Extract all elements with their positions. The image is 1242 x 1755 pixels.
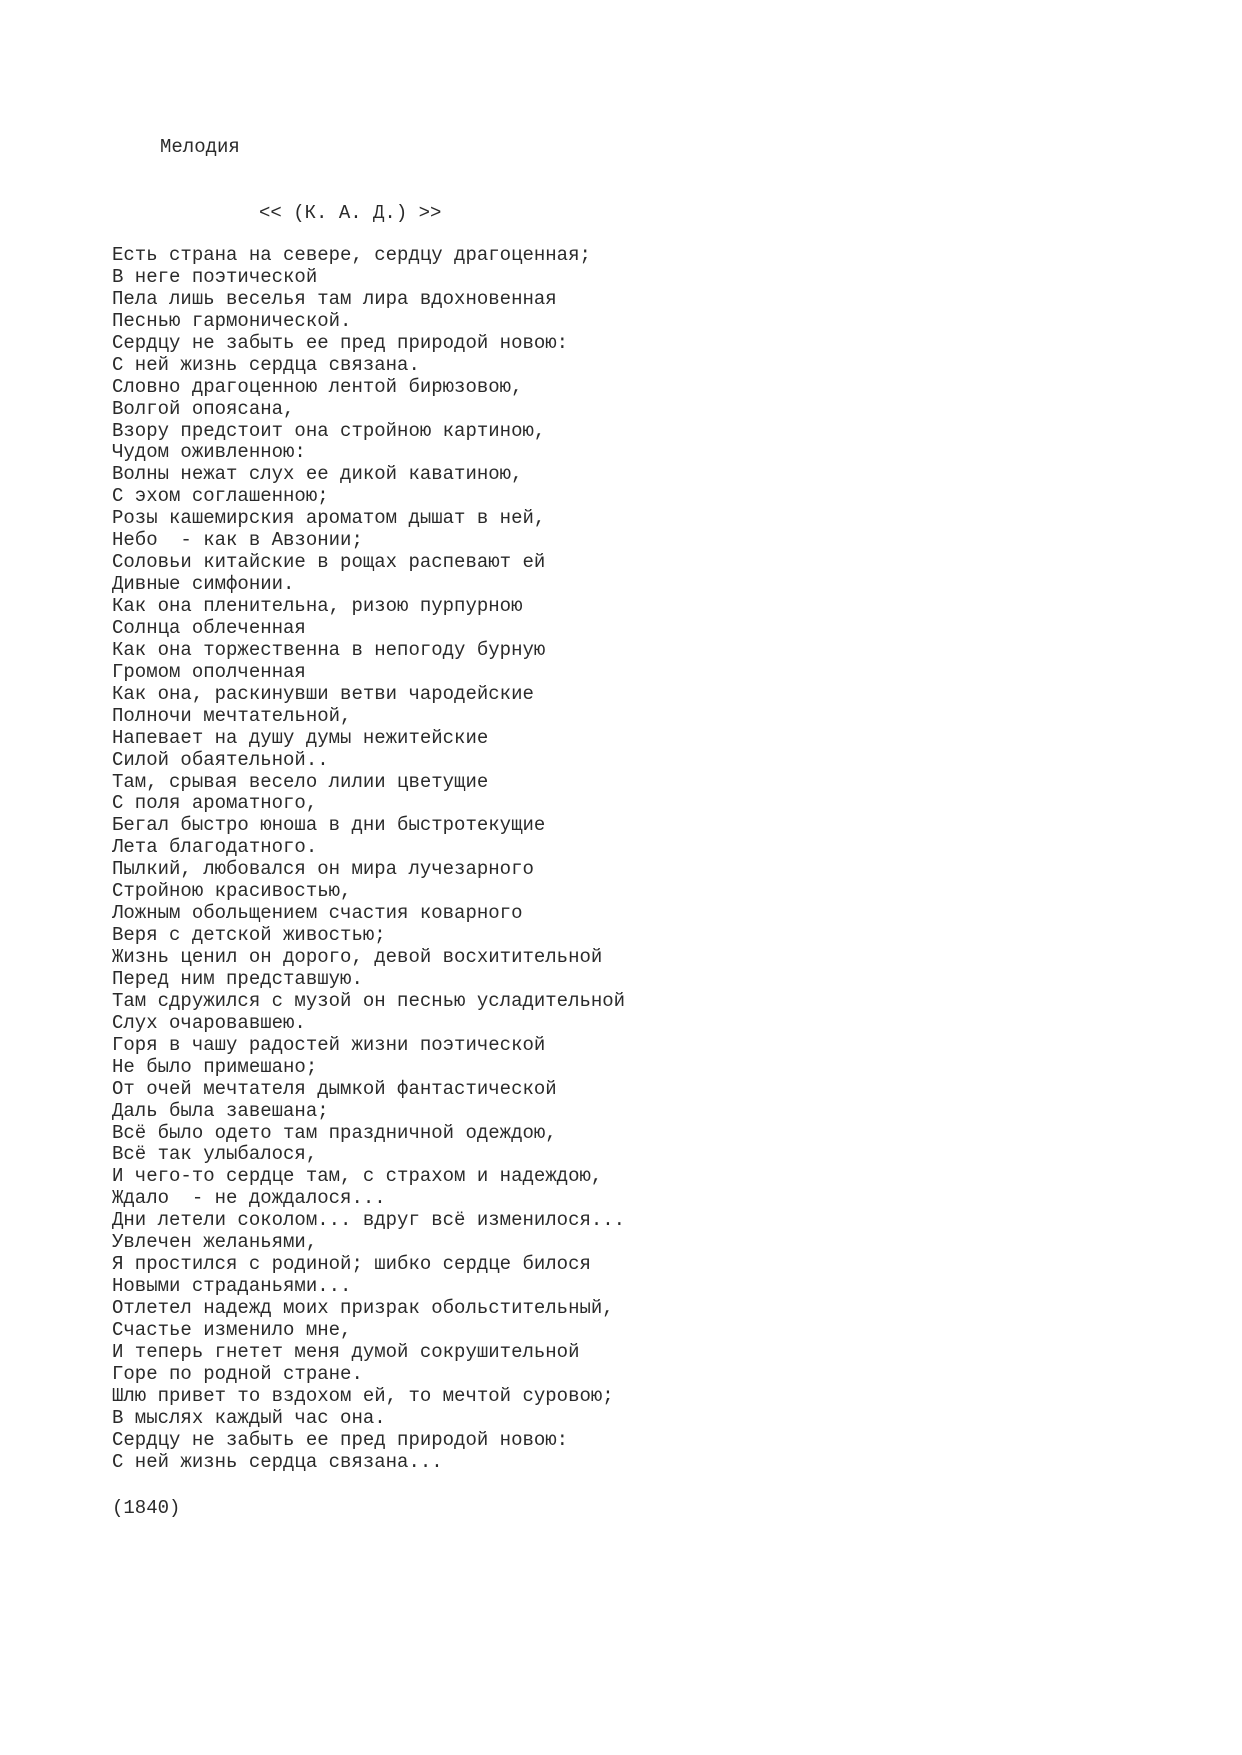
poem-line: Сердцу не забыть ее пред природой новою: xyxy=(112,331,569,354)
poem-line: Жизнь ценил он дорого, девой восхитительной xyxy=(112,946,603,968)
poem-line: Как она пленительна, ризою пурпурною xyxy=(112,595,523,617)
poem-line: И теперь гнетет меня думой сокрушительной xyxy=(112,1340,580,1363)
poem-line: Чудом оживленною: xyxy=(112,441,306,464)
poem-line: Взору предстоит она стройною картиною, xyxy=(112,419,546,442)
poem-line: С поля ароматного, xyxy=(112,792,318,815)
poem-line: В неге поэтической xyxy=(112,265,318,288)
poem-line: Слух очаровавшею. xyxy=(112,1011,306,1034)
poem-line: Всё было одето там праздничной одеждою, xyxy=(112,1121,557,1144)
poem-body xyxy=(112,245,625,1474)
poem-date: (1840) xyxy=(112,1497,181,1519)
poem-line: Горя в чашу радостей жизни поэтической xyxy=(112,1033,546,1056)
poem-line: Ждало - не дождалося... xyxy=(112,1187,386,1210)
poem-line: Там, срывая весело лилии цветущие xyxy=(112,770,489,793)
poem-line: Пела лишь веселья там лира вдохновенная xyxy=(112,287,557,310)
poem-line: С ней жизнь сердца связана... xyxy=(112,1450,443,1473)
poem-line: Бегал быстро юноша в дни быстротекущие xyxy=(112,814,546,837)
poem-line: Пылкий, любовался он мира лучезарного xyxy=(112,858,534,881)
poem-line: Всё так улыбалося, xyxy=(112,1143,318,1166)
poem-line: Розы кашемирския ароматом дышат в ней, xyxy=(112,507,546,530)
poem-line: Там сдружился с музой он песнью усладительной xyxy=(112,989,626,1012)
poem-line: Стройною красивостью, xyxy=(112,880,352,903)
poem-line: Даль была завешана; xyxy=(112,1099,329,1122)
poem-line: Как она, раскинувши ветви чародейские xyxy=(112,682,534,705)
poem-line: Волны нежат слух ее дикой каватиною, xyxy=(112,463,523,486)
poem-line: Песнью гармонической. xyxy=(112,309,352,332)
poem-line: В мыслях каждый час она. xyxy=(112,1406,386,1429)
poem-line: Напевает на душу думы нежитейские xyxy=(112,726,489,749)
poem-line: Силой обаятельной.. xyxy=(112,748,329,771)
poem-line: Горе по родной стране. xyxy=(112,1362,363,1385)
poem-line: Есть страна на севере, сердцу драгоценная; xyxy=(112,244,591,266)
poem-line: Перед ним представшую. xyxy=(112,967,363,990)
poem-line: Соловьи китайские в рощах распевают ей xyxy=(112,551,546,574)
poem-line: Я простился с родиной; шибко сердце билося xyxy=(112,1253,591,1276)
poem-line: Громом ополченная xyxy=(112,660,306,683)
poem-line: Как она торжественна в непогоду бурную xyxy=(112,638,546,661)
poem-line: Не было примешано; xyxy=(112,1055,318,1078)
poem-line: Дни летели соколом... вдруг всё изменилося... xyxy=(112,1209,626,1232)
poem-line: Отлетел надежд моих призрак обольстительный, xyxy=(112,1297,614,1319)
poem-line: Новыми страданьями... xyxy=(112,1275,352,1298)
poem-line: Словно драгоценною лентой бирюзовою, xyxy=(112,375,523,398)
poem-line: Счастье изменило мне, xyxy=(112,1318,352,1341)
poem-line: Ложным обольщением счастия коварного xyxy=(112,902,523,925)
poem-line: С ней жизнь сердца связана. xyxy=(112,353,420,376)
poem-line: С эхом соглашенною; xyxy=(112,485,329,508)
poem-line: От очей мечтателя дымкой фантастической xyxy=(112,1077,557,1100)
poem-line: Полночи мечтательной, xyxy=(112,704,352,727)
poem-line: Волгой опоясана, xyxy=(112,397,295,420)
poem-line: Веря с детской живостью; xyxy=(112,924,386,947)
poem-line: Шлю привет то вздохом ей, то мечтой суровою; xyxy=(112,1384,614,1407)
poem-line: Дивные симфонии. xyxy=(112,573,295,596)
poem-line: Солнца облеченная xyxy=(112,616,306,639)
poem-line: Сердцу не забыть ее пред природой новою: xyxy=(112,1428,569,1451)
poem-line: Увлечен желаньями, xyxy=(112,1231,318,1254)
poem-line: И чего-то сердце там, с страхом и надеждою, xyxy=(112,1165,603,1188)
poem-title: Мелодия xyxy=(160,136,240,158)
poem-dedication: << (К. А. Д.) >> xyxy=(259,202,442,224)
poem-line: Небо - как в Авзонии; xyxy=(112,529,363,552)
poem-line: Лета благодатного. xyxy=(112,836,318,859)
